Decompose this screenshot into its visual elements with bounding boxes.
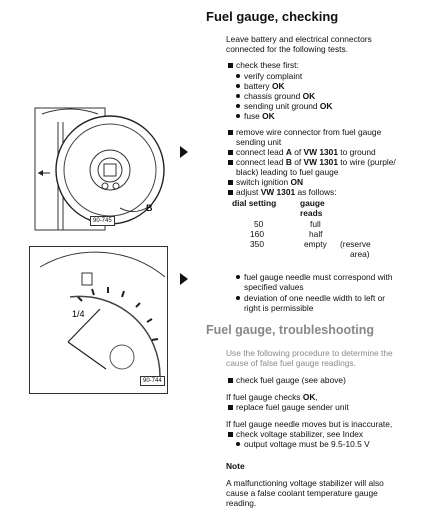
- table-cell-note-cont: area): [350, 249, 370, 259]
- bullet-dot: [236, 296, 240, 300]
- bullet-square: [228, 160, 233, 165]
- table-cell-reads: half: [309, 229, 323, 239]
- check-item: chassis ground OK: [244, 91, 316, 101]
- check-item: sending unit ground OK: [244, 101, 333, 111]
- if-ok-text: If fuel gauge checks OK,: [226, 392, 318, 402]
- bullet-dot: [236, 104, 240, 108]
- bullet-dot: [236, 114, 240, 118]
- fig1-number: 90-745: [90, 216, 115, 226]
- bullet-dot: [236, 275, 240, 279]
- gauge-drawing: [30, 247, 167, 393]
- step-connect-b-2: black) leading to fuel gauge: [236, 167, 339, 177]
- bullet-square: [228, 405, 233, 410]
- step-connect-b: connect lead B of VW 1301 to wire (purple/: [236, 157, 396, 167]
- note-line-3: reading.: [226, 498, 257, 508]
- fig1-lead-label: B: [146, 203, 153, 213]
- step-remove-1: remove wire connector from fuel gauge: [236, 127, 382, 137]
- step-adjust: adjust VW 1301 as follows:: [236, 187, 337, 197]
- needle-note-1: fuel gauge needle must correspond with: [244, 272, 393, 282]
- pointer-arrow-2: [180, 273, 188, 285]
- table-header-dial: dial setting: [232, 198, 277, 208]
- figure-gauge: [29, 246, 168, 394]
- bullet-dot: [236, 84, 240, 88]
- table-cell-setting: 50: [254, 219, 264, 229]
- table-cell-setting: 350: [250, 239, 264, 249]
- step-check-gauge: check fuel gauge (see above): [236, 375, 346, 385]
- note-heading: Note: [226, 461, 245, 471]
- section1-intro-2: connected for the following tests.: [226, 44, 348, 54]
- table-cell-reads: full: [310, 219, 321, 229]
- step-remove-2: sending unit: [236, 137, 282, 147]
- table-header-gauge: gauge: [300, 198, 325, 208]
- check-first-label: check these first:: [236, 60, 299, 70]
- check-item: verify complaint: [244, 71, 303, 81]
- bullet-square: [228, 190, 233, 195]
- section2-intro-2: cause of false fuel gauge readings.: [226, 358, 356, 368]
- table-header-reads: reads: [300, 208, 323, 218]
- svg-text:1/4: 1/4: [72, 309, 85, 319]
- if-moves-text: If fuel gauge needle moves but is inaccurate,: [226, 419, 393, 429]
- voltage-note: output voltage must be 9.5-10.5 V: [244, 439, 370, 449]
- note-line-1: A malfunctioning voltage stabilizer will also: [226, 478, 384, 488]
- step-check-stabilizer: check voltage stabilizer, see Index: [236, 429, 364, 439]
- bullet-square: [228, 150, 233, 155]
- table-cell-reads: empty: [304, 239, 327, 249]
- table-cell-note: (reserve: [340, 239, 371, 249]
- bullet-square: [228, 378, 233, 383]
- note-line-2: cause a false coolant temperature gauge: [226, 488, 378, 498]
- bullet-square: [228, 130, 233, 135]
- bullet-square: [228, 432, 233, 437]
- check-item: battery OK: [244, 81, 285, 91]
- bullet-dot: [236, 442, 240, 446]
- pointer-arrow-1: [180, 146, 188, 158]
- step-replace: replace fuel gauge sender unit: [236, 402, 349, 412]
- bullet-square: [228, 180, 233, 185]
- fig2-number: 90-744: [140, 376, 165, 386]
- table-cell-setting: 160: [250, 229, 264, 239]
- section2-intro-1: Use the following procedure to determine the: [226, 348, 393, 358]
- bullet-dot: [236, 74, 240, 78]
- deviation-note-1: deviation of one needle width to left or: [244, 293, 386, 303]
- step-ignition: switch ignition ON: [236, 177, 304, 187]
- deviation-note-2: right is permissible: [244, 303, 314, 313]
- needle-note-2: specified values: [244, 282, 304, 292]
- section1-intro-1: Leave battery and electrical connectors: [226, 34, 372, 44]
- bullet-dot: [236, 94, 240, 98]
- section2-title: Fuel gauge, troubleshooting: [206, 323, 375, 337]
- check-item: fuse OK: [244, 111, 275, 121]
- bullet-square: [228, 63, 233, 68]
- step-connect-a: connect lead A of VW 1301 to ground: [236, 147, 376, 157]
- section1-title: Fuel gauge, checking: [206, 9, 339, 24]
